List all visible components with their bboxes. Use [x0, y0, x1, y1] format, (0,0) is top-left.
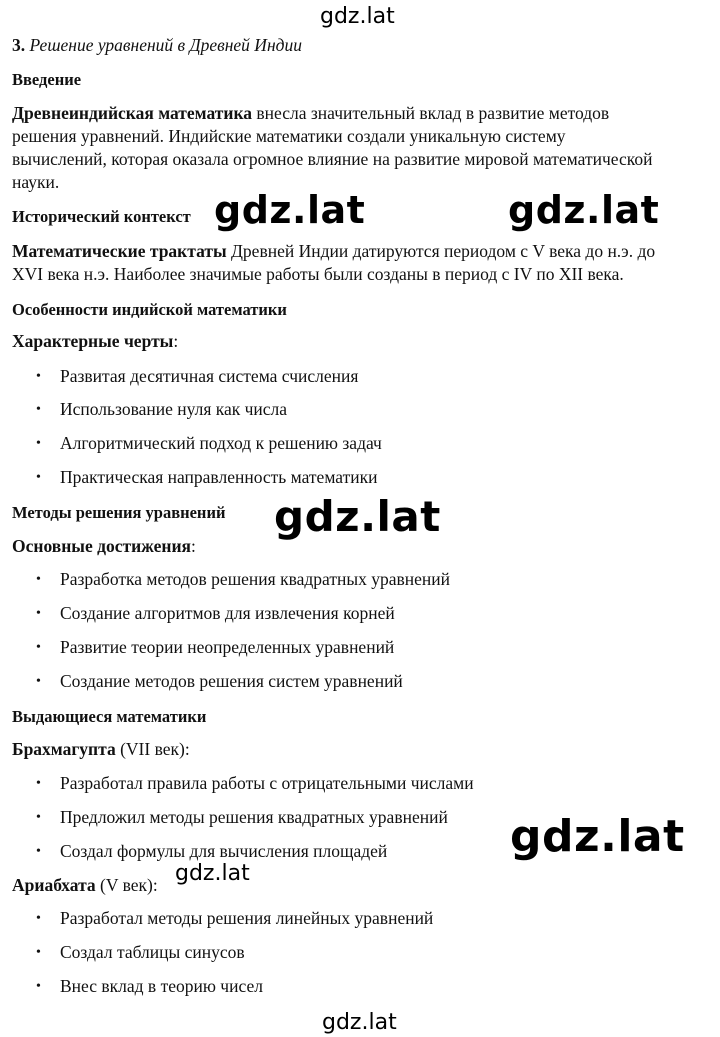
features-sub-bold: Характерные черты: [12, 331, 174, 351]
features-heading: Особенности индийской математики: [12, 300, 287, 319]
list-item-text: Создание алгоритмов для извлечения корней: [60, 603, 395, 623]
aryabhata-name: Ариабхата: [12, 875, 96, 895]
bullet-icon: •: [36, 911, 41, 926]
intro-heading: Введение: [12, 70, 82, 89]
watermark-mid-left: gdz.lat: [214, 188, 366, 232]
bullet-icon: •: [36, 640, 41, 655]
bullet-icon: •: [36, 369, 41, 384]
methods-sub-colon: :: [191, 536, 196, 556]
bullet-icon: •: [36, 844, 41, 859]
bullet-icon: •: [36, 979, 41, 994]
history-heading: Исторический контекст: [12, 207, 191, 226]
bullet-icon: •: [36, 402, 41, 417]
bullet-icon: •: [36, 606, 41, 621]
intro-line2: решения уравнений. Индийские математики создали уникальную систему: [12, 126, 566, 146]
list-item-text: Создал формулы для вычисления площадей: [60, 841, 388, 861]
bullet-icon: •: [36, 776, 41, 791]
features-sub-colon: :: [173, 331, 179, 351]
bullet-icon: •: [36, 945, 41, 960]
intro-line3: вычислений, которая оказала огромное влияние на развитие мировой математической: [12, 149, 653, 169]
intro-line4: науки.: [12, 172, 60, 192]
bullet-icon: •: [36, 572, 41, 587]
watermark-right-big: gdz.lat: [510, 811, 685, 862]
mathematicians-heading: Выдающиеся математики: [12, 707, 207, 726]
watermark-center: gdz.lat: [274, 492, 441, 541]
brahmagupta-name: Брахмагупта: [12, 739, 116, 759]
aryabhata-period: (V век):: [95, 875, 158, 895]
intro-bold-term: Древнеиндийская математика: [12, 103, 253, 123]
intro-paragraph: [12, 102, 706, 194]
brahmagupta-heading: [12, 738, 706, 761]
section-title-text: Решение уравнений в Древней Индии: [29, 35, 302, 55]
list-item-text: Предложил методы решения квадратных уравнений: [60, 807, 448, 827]
section-number: 3.: [12, 35, 26, 55]
history-paragraph: [12, 240, 706, 286]
watermark-top: gdz.lat: [320, 4, 395, 29]
list-item-text: Практическая направленность математики: [60, 467, 378, 487]
bullet-icon: •: [36, 674, 41, 689]
list-item-text: Развитие теории неопределенных уравнений: [60, 637, 395, 657]
list-item-text: Создание методов решения систем уравнений: [60, 671, 403, 691]
features-subheading: [12, 330, 706, 353]
bullet-icon: •: [36, 810, 41, 825]
brahmagupta-period: (VII век):: [115, 739, 190, 759]
history-bold-term: Математические трактаты: [12, 241, 227, 261]
list-item-text: Создал таблицы синусов: [60, 942, 245, 962]
intro-line1: внесла значительный вклад в развитие методов: [252, 103, 610, 123]
methods-sub-bold: Основные достижения: [12, 536, 192, 556]
list-item-text: Внес вклад в теорию чисел: [60, 976, 263, 996]
methods-heading: Методы решения уравнений: [12, 503, 226, 522]
methods-subheading: [12, 535, 706, 558]
aryabhata-heading: [12, 874, 706, 897]
history-line1: Древней Индии датируются периодом с V века до н.э. до: [226, 241, 656, 261]
watermark-mid-right: gdz.lat: [508, 188, 660, 232]
bullet-icon: •: [36, 470, 41, 485]
list-item-text: Использование нуля как числа: [60, 399, 288, 419]
list-item-text: Алгоритмический подход к решению задач: [60, 433, 382, 453]
list-item-text: Разработал правила работы с отрицательными числами: [60, 773, 474, 793]
section-title: [12, 34, 706, 57]
list-item-text: Разработал методы решения линейных уравнений: [60, 908, 434, 928]
bullet-icon: •: [36, 436, 41, 451]
list-item-text: Разработка методов решения квадратных уравнений: [60, 569, 451, 589]
history-line2: XVI века н.э. Наиболее значимые работы были созданы в период с IV по XII века.: [12, 264, 624, 284]
list-item-text: Развитая десятичная система счисления: [60, 366, 359, 386]
watermark-bottom: gdz.lat: [322, 1010, 397, 1035]
watermark-small-lower: gdz.lat: [175, 861, 250, 886]
